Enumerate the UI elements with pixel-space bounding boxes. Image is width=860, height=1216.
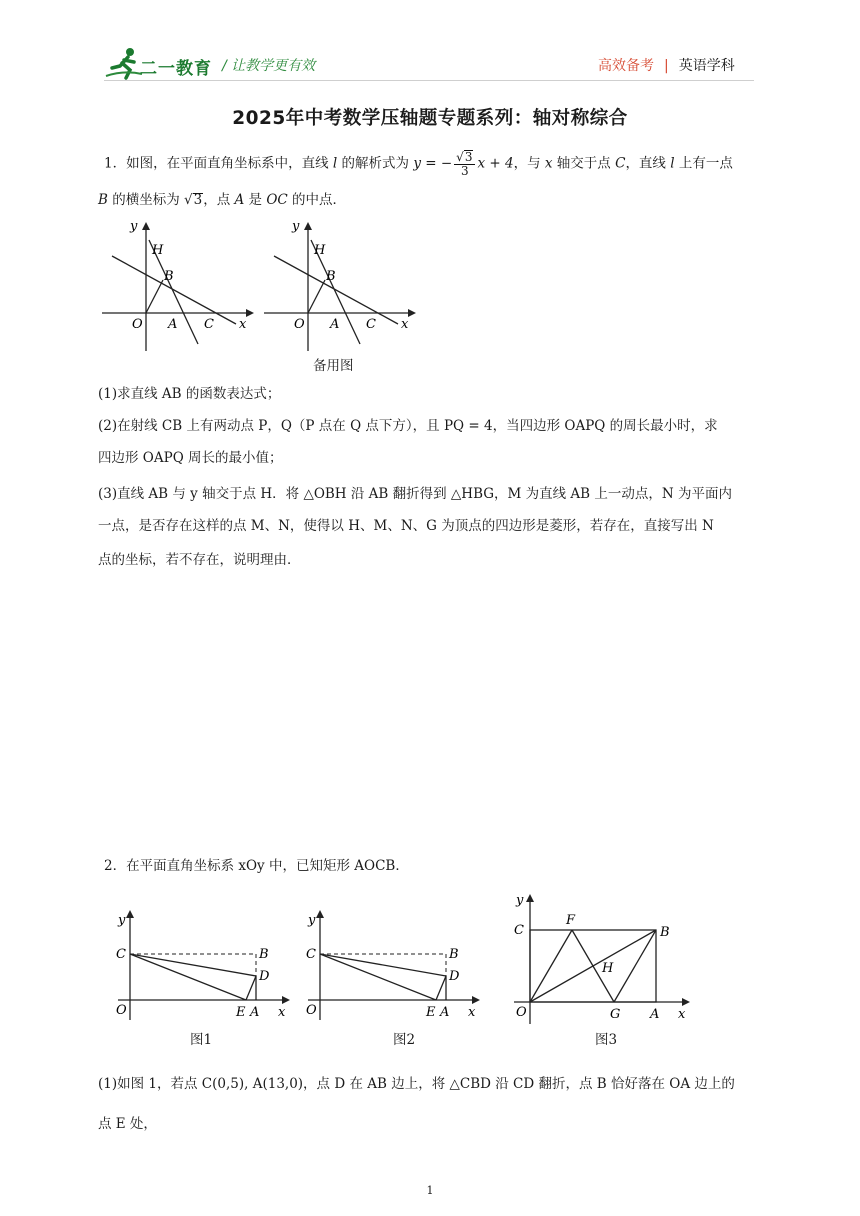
label-H: H	[314, 243, 326, 258]
svg-text:E: E	[236, 1005, 246, 1020]
y-axis-arrow-icon	[126, 910, 134, 918]
x-axis-arrow-icon	[282, 996, 290, 1004]
header-divider	[104, 80, 754, 81]
label-A: A	[168, 317, 178, 332]
label-x: x	[239, 317, 247, 332]
svg-text:F: F	[566, 913, 576, 928]
label-x: x	[401, 317, 409, 332]
label-H: H	[152, 243, 164, 258]
y-axis-arrow-icon	[316, 910, 324, 918]
svg-text:C: C	[116, 947, 126, 962]
svg-text:A: A	[650, 1007, 660, 1022]
svg-text:E: E	[426, 1005, 436, 1020]
svg-text:B: B	[449, 947, 459, 962]
q2-figure-2	[296, 908, 486, 1028]
label-y: y	[130, 219, 138, 234]
header-tag-subject: 英语学科	[678, 58, 735, 74]
label-B: B	[326, 269, 336, 284]
svg-text:y: y	[308, 913, 316, 928]
svg-text:O: O	[306, 1003, 317, 1018]
svg-text:y: y	[516, 893, 524, 908]
header-right	[598, 55, 735, 75]
svg-text:C: C	[514, 923, 524, 938]
label-B: B	[164, 269, 174, 284]
backup-figure-caption: 备用图	[313, 358, 354, 374]
q1-sub-2-line-2: 四边形 OAPQ 周长的最小值；	[98, 450, 283, 466]
q2-sub-1-line-2: 点 E 处，	[98, 1116, 157, 1132]
q1-sub-3-line-2: 一点，是否存在这样的点 M、N，使得以 H、M、N、G 为顶点的四边形是菱形，若存在，直接写出 N	[98, 518, 714, 534]
svg-text:O: O	[516, 1005, 527, 1020]
y-axis-arrow-icon	[142, 222, 150, 230]
q2-figure-1	[106, 908, 296, 1028]
page-title: 2025年中考数学压轴题专题系列：轴对称综合	[232, 108, 628, 129]
logo-runner-icon	[104, 46, 144, 80]
fraction-sqrt3-over-3: $\frac{√3}{3}$	[454, 150, 475, 178]
brand-name: 二一教育	[140, 59, 212, 79]
label-C: C	[366, 317, 376, 332]
svg-text:A: A	[250, 1005, 260, 1020]
header-tag-exam: 高效备考	[598, 58, 654, 74]
q1-figure-main	[96, 216, 256, 351]
svg-text:D: D	[259, 969, 270, 984]
x-axis-arrow-icon	[408, 309, 416, 317]
slogan: / 让教学更有效	[222, 58, 316, 74]
q1-figure-backup	[258, 216, 418, 351]
label-O: O	[132, 317, 143, 332]
y-axis-arrow-icon	[526, 894, 534, 902]
svg-text:x: x	[678, 1007, 686, 1022]
q2-sub-1-line-1: (1)如图 1，若点 C(0,5), A(13,0)，点 D 在 AB 边上，将 △CBD 沿 CD 翻折，点 B 恰好落在 OA 边上的	[98, 1076, 735, 1092]
label-y: y	[292, 219, 300, 234]
svg-text:B: B	[259, 947, 269, 962]
q2-figure-1-caption: 图1	[190, 1032, 213, 1048]
svg-text:G: G	[610, 1007, 621, 1022]
page-number: 1	[426, 1184, 434, 1197]
label-O: O	[294, 317, 305, 332]
q1-sub-1: (1)求直线 AB 的函数表达式；	[98, 386, 281, 402]
q1-sub-2-line-1: (2)在射线 CB 上有两动点 P，Q（P 点在 Q 点下方），且 PQ = 4，当四边形 OAPQ 的周长最小时，求	[98, 418, 718, 434]
x-axis-arrow-icon	[246, 309, 254, 317]
svg-text:x: x	[278, 1005, 286, 1020]
q2-figure-3-caption: 图3	[595, 1032, 618, 1048]
label-A: A	[330, 317, 340, 332]
svg-text:x: x	[468, 1005, 476, 1020]
header-separator: |	[664, 58, 669, 74]
svg-text:B: B	[660, 925, 670, 940]
q2-figure-2-caption: 图2	[393, 1032, 416, 1048]
x-axis-arrow-icon	[682, 998, 690, 1006]
q2-figure-3	[500, 888, 700, 1028]
svg-text:A: A	[440, 1005, 450, 1020]
y-axis-arrow-icon	[304, 222, 312, 230]
svg-text:O: O	[116, 1003, 127, 1018]
svg-text:y: y	[118, 913, 126, 928]
svg-text:C: C	[306, 947, 316, 962]
q1-sub-3-line-3: 点的坐标，若不存在，说明理由．	[98, 552, 301, 568]
q1-line-1: 1．如图，在平面直角坐标系中，直线 l 的解析式为 y = − $\frac{√3}{3}$ x + 4，与 x 轴交于点 C，直线 l 上有一点	[104, 150, 733, 178]
q1-sub-3-line-1: (3)直线 AB 与 y 轴交于点 H．将 △OBH 沿 AB 翻折得到 △HBG，M 为直线 AB 上一动点，N 为平面内	[98, 486, 732, 502]
svg-text:H: H	[602, 961, 614, 976]
label-C: C	[204, 317, 214, 332]
q2-line-1: 2．在平面直角坐标系 xOy 中，已知矩形 AOCB．	[104, 858, 409, 874]
svg-text:D: D	[449, 969, 460, 984]
q1-line-2: B 的横坐标为 √3，点 A 是 OC 的中点．	[98, 192, 347, 208]
x-axis-arrow-icon	[472, 996, 480, 1004]
